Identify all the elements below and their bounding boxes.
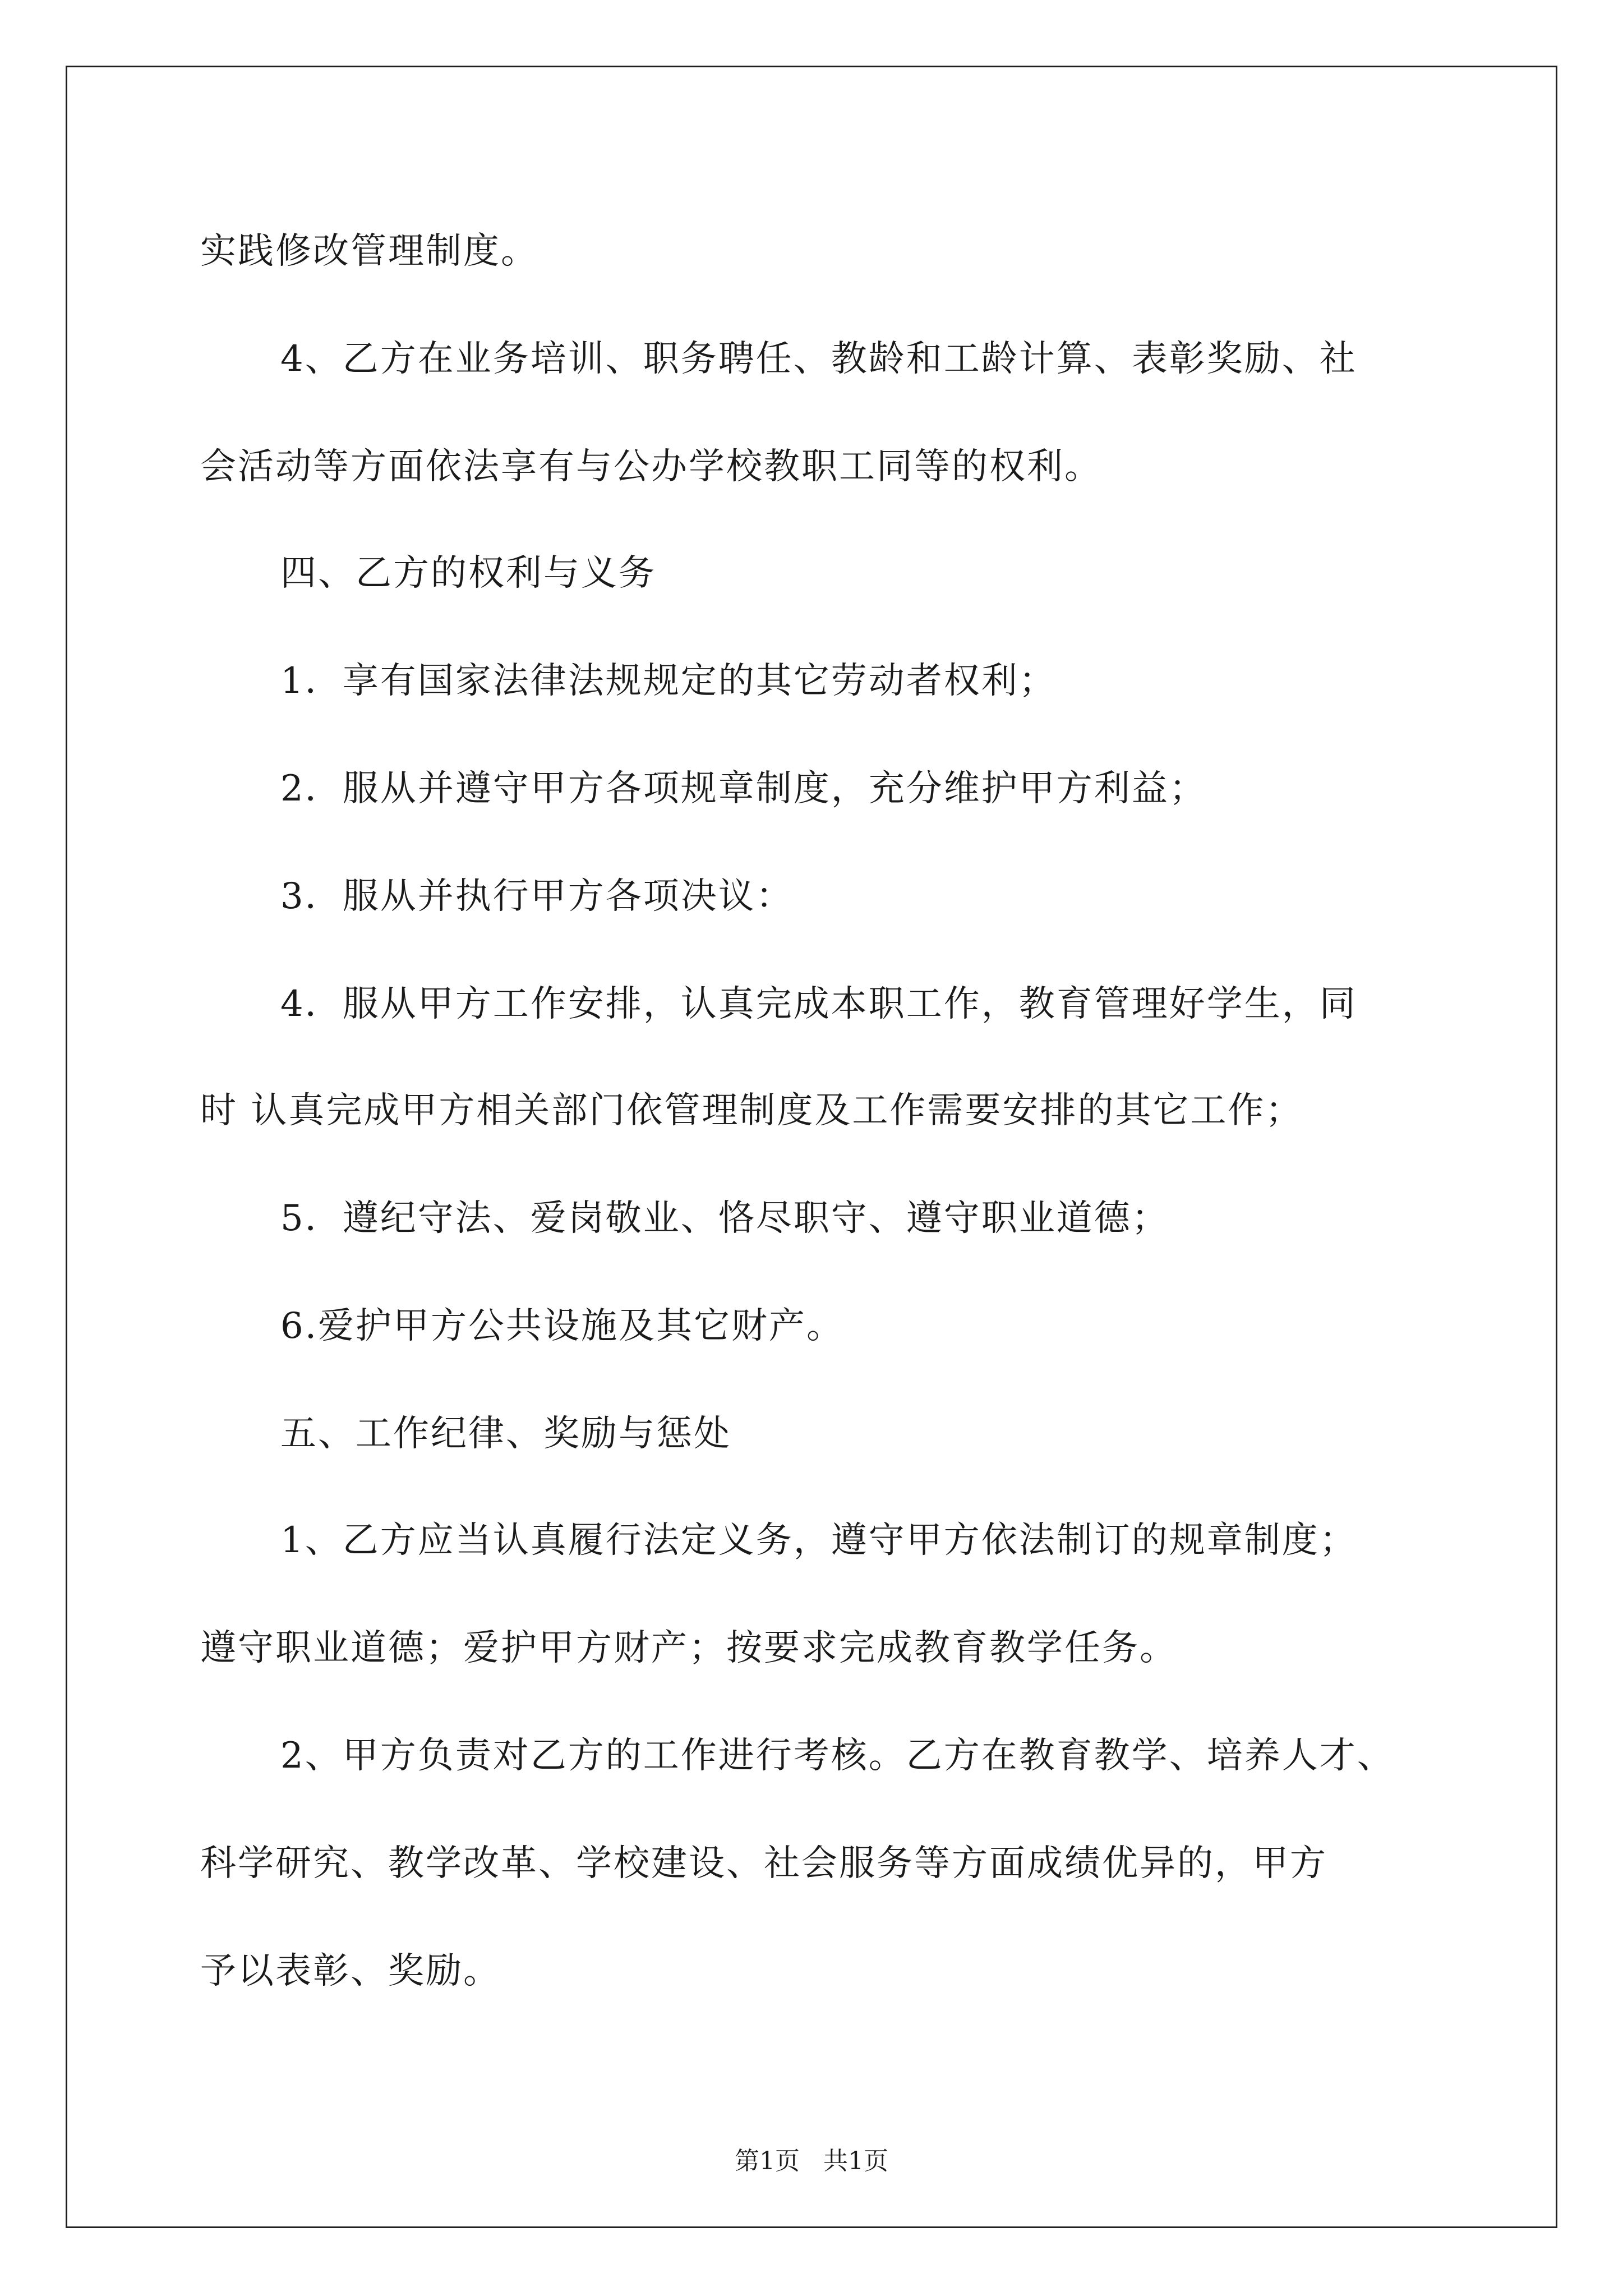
text-line: 1．享有国家法律法规规定的其它劳动者权利； [280, 660, 1057, 702]
text-line: 科学研究、教学改革、学校建设、社会服务等方面成绩优异的，甲方 [200, 1843, 1327, 1884]
page-footer: 第1页 共1页 [735, 2147, 888, 2175]
text-line: 6.爱护甲方公共设施及其它财产。 [280, 1305, 845, 1347]
text-line: 2、甲方负责对乙方的工作进行考核。乙方在教育教学、培养人才、 [280, 1735, 1395, 1777]
text-line: 5．遵纪守法、爱岗敬业、恪尽职守、遵守职业道德； [280, 1198, 1169, 1239]
text-line: 予以表彰、奖励。 [200, 1950, 501, 1992]
page-border [66, 66, 1557, 2228]
text-line: 3．服从并执行甲方各项决议： [280, 876, 794, 917]
text-line: 遵守职业道德；爱护甲方财产；按要求完成教育教学任务。 [200, 1627, 1177, 1669]
text-line: 实践修改管理制度。 [200, 231, 538, 272]
text-line: 会活动等方面依法享有与公办学校教职工同等的权利。 [200, 446, 1102, 487]
section-heading: 四、乙方的权利与义务 [280, 553, 656, 594]
text-line: 1、乙方应当认真履行法定义务，遵守甲方依法制订的规章制度； [280, 1520, 1357, 1561]
text-line: 时 认真完成甲方相关部门依管理制度及工作需要安排的其它工作； [200, 1090, 1303, 1131]
text-line: 4、乙方在业务培训、职务聘任、教龄和工龄计算、表彰奖励、社 [280, 338, 1357, 380]
text-line: 4．服从甲方工作安排，认真完成本职工作，教育管理好学生，同 [280, 983, 1357, 1025]
text-line: 2．服从并遵守甲方各项规章制度，充分维护甲方利益； [280, 768, 1207, 809]
section-heading: 五、工作纪律、奖励与惩处 [280, 1413, 731, 1455]
